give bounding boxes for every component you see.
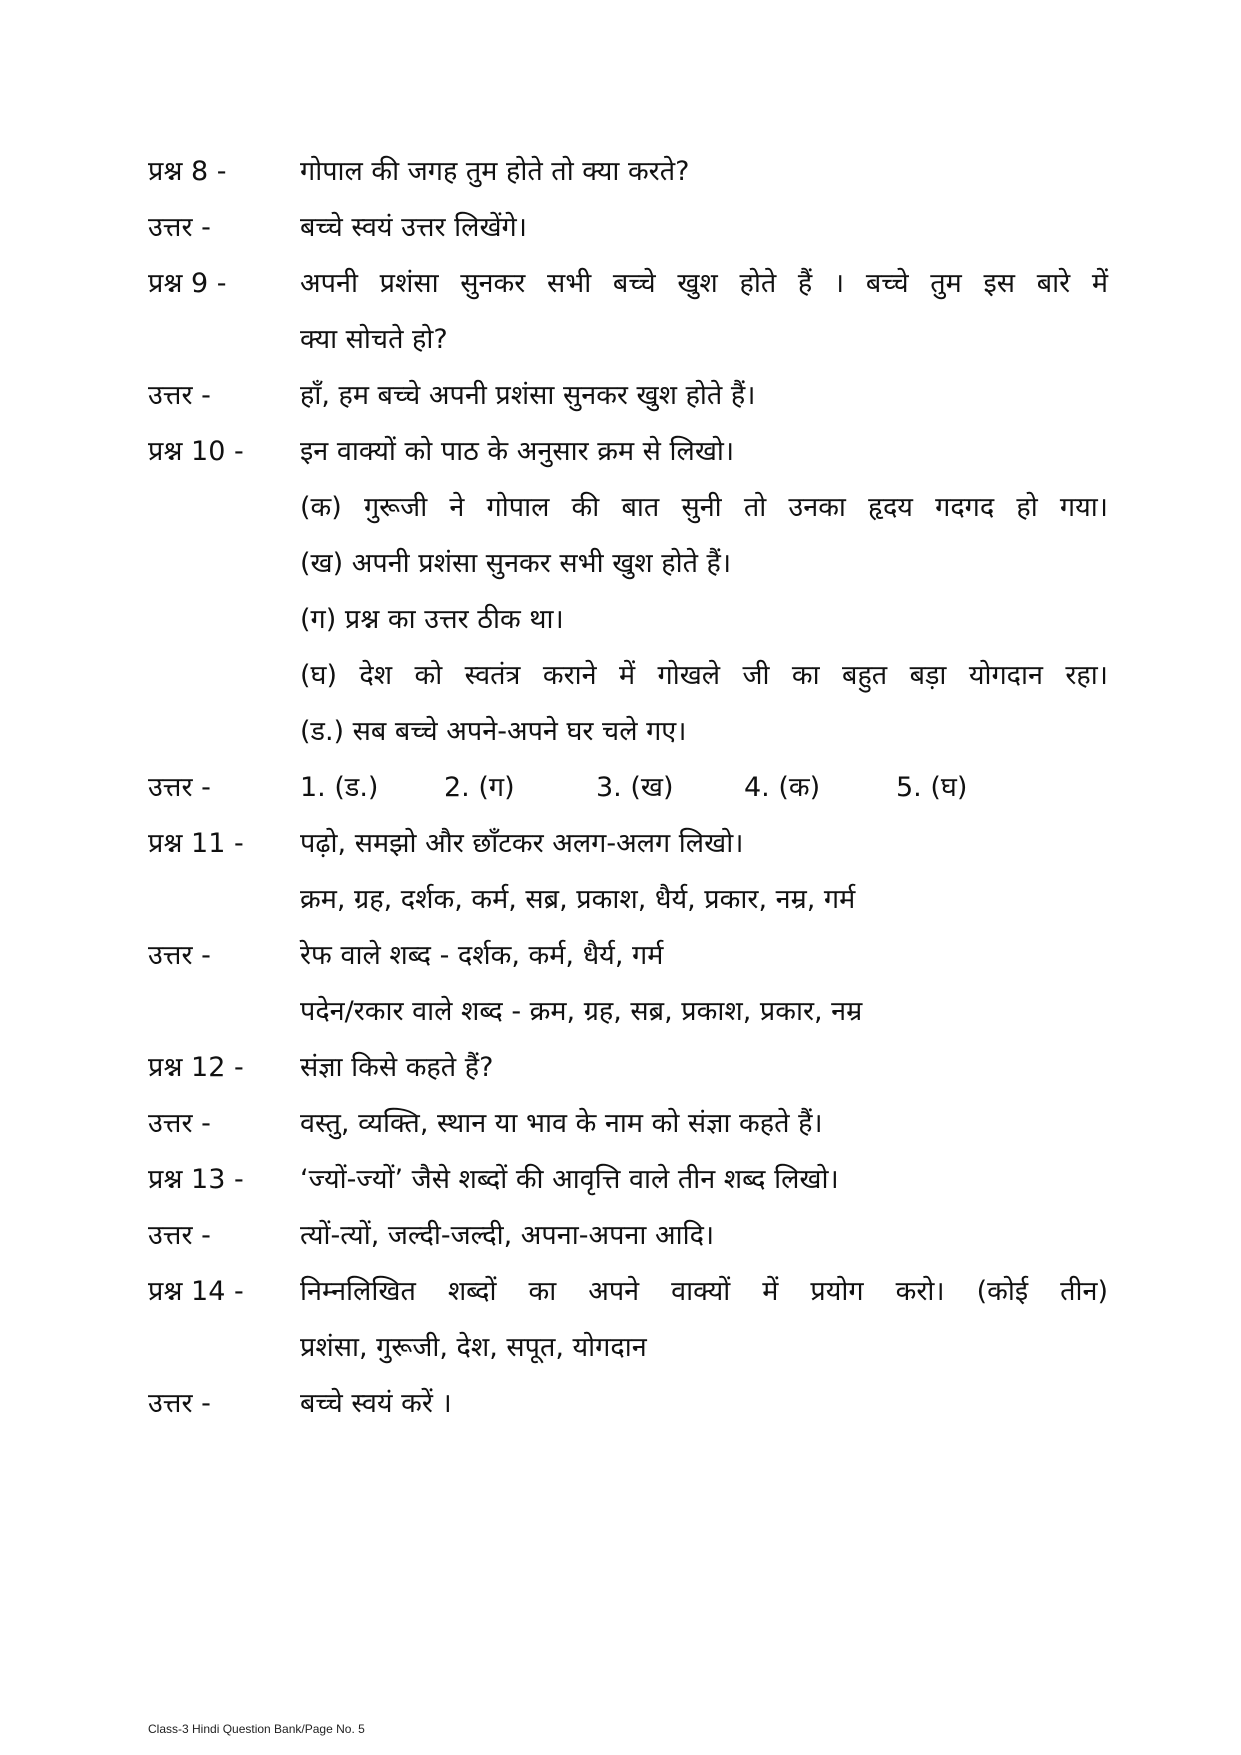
option-text: (ग) प्रश्न का उत्तर ठीक था।: [300, 604, 564, 635]
answer-label: उत्तर -: [148, 212, 211, 243]
option-text: (ख) अपनी प्रशंसा सुनकर सभी खुश होते हैं।: [300, 548, 732, 579]
answer-label: उत्तर -: [148, 1220, 211, 1251]
answer-label: उत्तर -: [148, 1388, 211, 1419]
answer-11: [148, 928, 1108, 984]
answer-order-item: 5. (घ): [896, 772, 968, 803]
question-text: निम्नलिखित शब्दों का अपने वाक्यों में प्रयोग करो। (कोई तीन): [300, 1276, 1108, 1307]
question-label: प्रश्न 13 -: [148, 1164, 244, 1195]
answer-12: [148, 1096, 1108, 1152]
answer-8: [148, 200, 1108, 256]
question-text: ‘ज्यों-ज्यों’ जैसे शब्दों की आवृत्ति वाले तीन शब्द लिखो।: [300, 1164, 839, 1195]
question-14: [148, 1264, 1108, 1320]
answer-label: उत्तर -: [148, 772, 211, 803]
answer-13: [148, 1208, 1108, 1264]
question-label: प्रश्न 11 -: [148, 828, 244, 859]
word-list: क्रम, ग्रह, दर्शक, कर्म, सब्र, प्रकाश, धैर्य, प्रकार, नम्र, गर्म: [300, 884, 856, 915]
option-ka: [148, 480, 1108, 536]
question-11: [148, 816, 1108, 872]
question-8: [148, 144, 1108, 200]
question-10: [148, 424, 1108, 480]
answer-text: बच्चे स्वयं उत्तर लिखेंगे।: [300, 212, 527, 243]
question-9-continuation: [148, 312, 1108, 368]
question-12: [148, 1040, 1108, 1096]
question-label: प्रश्न 9 -: [148, 268, 227, 299]
answer-label: उत्तर -: [148, 940, 211, 971]
answer-label: उत्तर -: [148, 380, 211, 411]
option-text: (क) गुरूजी ने गोपाल की बात सुनी तो उनका हृदय गदगद हो गया।: [300, 492, 1108, 523]
option-text: (ड.) सब बच्चे अपने-अपने घर चले गए।: [300, 716, 687, 747]
question-9: [148, 256, 1108, 312]
option-gha: [148, 648, 1108, 704]
answer-text: त्यों-त्यों, जल्दी-जल्दी, अपना-अपना आदि।: [300, 1220, 715, 1251]
answer-14: [148, 1376, 1108, 1432]
question-label: प्रश्न 8 -: [148, 156, 227, 187]
question-14-words: [148, 1320, 1108, 1376]
question-text: इन वाक्यों को पाठ के अनुसार क्रम से लिखो।: [300, 436, 735, 467]
question-text: संज्ञा किसे कहते हैं?: [300, 1052, 494, 1083]
answer-text: बच्चे स्वयं करें ।: [300, 1388, 452, 1419]
question-11-words: [148, 872, 1108, 928]
question-13: [148, 1152, 1108, 1208]
answer-10: [148, 760, 1108, 816]
answer-text: हाँ, हम बच्चे अपनी प्रशंसा सुनकर खुश होते हैं।: [300, 380, 756, 411]
answer-label: उत्तर -: [148, 1108, 211, 1139]
question-label: प्रश्न 14 -: [148, 1276, 244, 1307]
question-text: अपनी प्रशंसा सुनकर सभी बच्चे खुश होते हैं । बच्चे तुम इस बारे में: [300, 268, 1108, 299]
answer-order-item: 1. (ड.): [300, 772, 379, 803]
question-label: प्रश्न 12 -: [148, 1052, 244, 1083]
option-text: (घ) देश को स्वतंत्र कराने में गोखले जी का बहुत बड़ा योगदान रहा।: [300, 660, 1108, 691]
page-footer: Class-3 Hindi Question Bank/Page No. 5: [148, 1722, 365, 1736]
answer-order-item: 2. (ग): [444, 772, 515, 803]
answer-9: [148, 368, 1108, 424]
answer-order-item: 3. (ख): [596, 772, 674, 803]
answer-text: पदेन/रकार वाले शब्द - क्रम, ग्रह, सब्र, प्रकाश, प्रकार, नम्र: [300, 996, 863, 1027]
question-text-continued: क्या सोचते हो?: [300, 324, 448, 355]
answer-text: रेफ वाले शब्द - दर्शक, कर्म, धैर्य, गर्म: [300, 940, 664, 971]
option-ga: [148, 592, 1108, 648]
question-text: गोपाल की जगह तुम होते तो क्या करते?: [300, 156, 690, 187]
option-kha: [148, 536, 1108, 592]
answer-order-item: 4. (क): [744, 772, 821, 803]
word-list: प्रशंसा, गुरूजी, देश, सपूत, योगदान: [300, 1332, 647, 1363]
option-da: [148, 704, 1108, 760]
answer-11-line2: [148, 984, 1108, 1040]
answer-text: वस्तु, व्यक्ति, स्थान या भाव के नाम को संज्ञा कहते हैं।: [300, 1108, 823, 1139]
question-label: प्रश्न 10 -: [148, 436, 244, 467]
question-text: पढ़ो, समझो और छाँटकर अलग-अलग लिखो।: [300, 828, 744, 859]
